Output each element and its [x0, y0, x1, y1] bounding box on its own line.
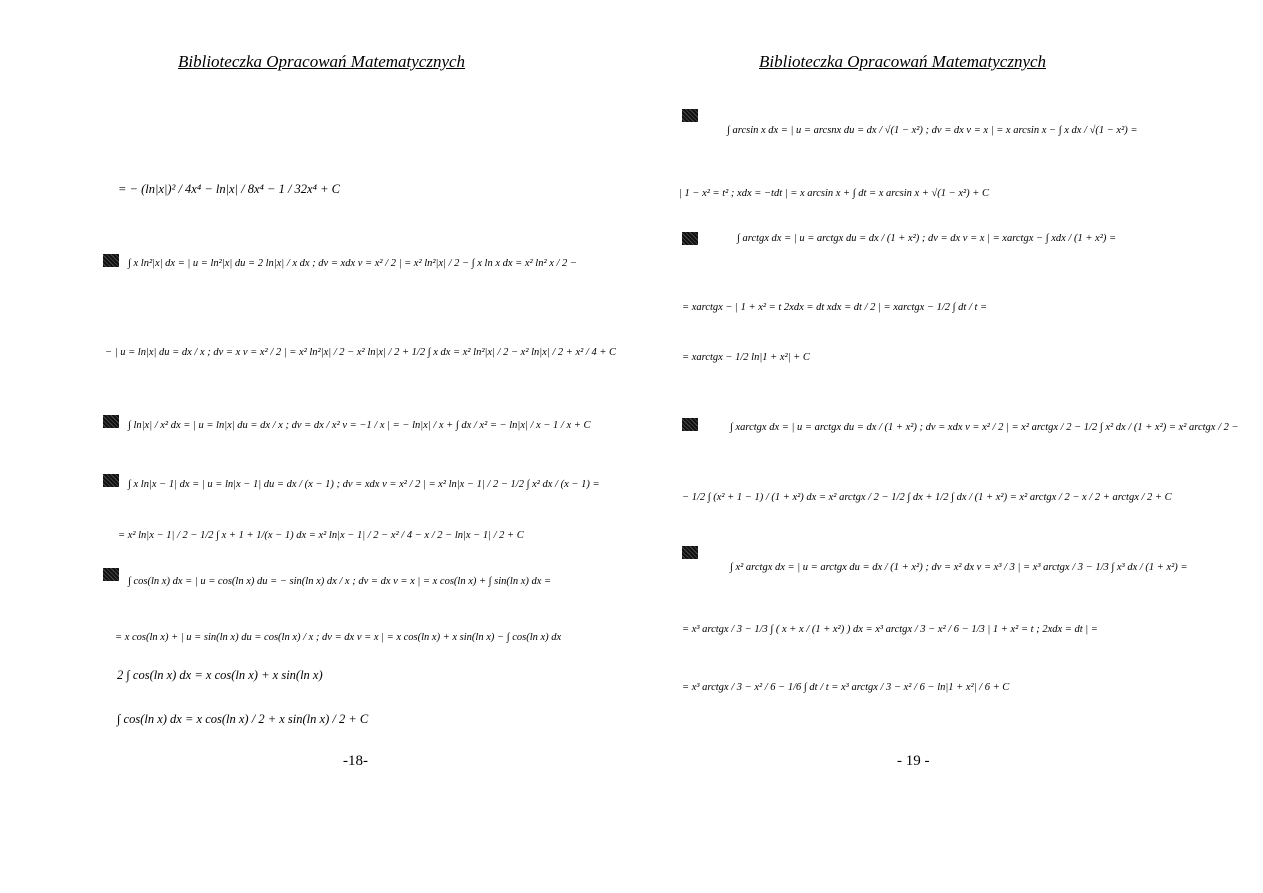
- formula-line: ∫ xarctgx dx = | u = arctgx du = dx / (1 + x²) ; dv = xdx v = x² / 2 | = x² arctgx / 2 − 1/2 ∫ x² dx / (1 + x²) = x² arctgx / 2 −: [730, 422, 1239, 433]
- formula-line: ∫ ln|x| / x² dx = | u = ln|x| du = dx / x ; dv = dx / x² v = −1 / x | = − ln|x| / x + ∫ dx / x² = − ln|x| / x − 1 / x + C: [128, 420, 591, 431]
- formula-line: ∫ arctgx dx = | u = arctgx du = dx / (1 + x²) ; dv = dx v = x | = xarctgx − ∫ xdx / (1 + x²) =: [737, 233, 1117, 244]
- formula-line: = x cos(ln x) + | u = sin(ln x) du = cos(ln x) / x ; dv = dx v = x | = x cos(ln x) + x sin(ln x) − ∫ cos(ln x) dx: [115, 632, 562, 643]
- exercise-marker: [682, 418, 698, 431]
- formula-line: | 1 − x² = t² ; xdx = −tdt | = x arcsin x + ∫ dt = x arcsin x + √(1 − x²) + C: [679, 188, 990, 199]
- exercise-marker: [103, 415, 119, 428]
- exercise-marker: [682, 109, 698, 122]
- exercise-marker: [103, 254, 119, 267]
- formula-line: = xarctgx − 1/2 ln|1 + x²| + C: [682, 352, 810, 363]
- formula-line: ∫ arcsin x dx = | u = arcsnx du = dx / √(1 − x²) ; dv = dx v = x | = x arcsin x − ∫ x dx / √(1 − x²) =: [727, 125, 1138, 136]
- exercise-marker: [682, 546, 698, 559]
- page-number: -18-: [343, 753, 368, 769]
- page-header: Biblioteczka Opracowań Matematycznych: [178, 52, 466, 71]
- exercise-marker: [682, 232, 698, 245]
- exercise-marker: [103, 474, 119, 487]
- page-left: [0, 0, 631, 893]
- formula-line: ∫ x² arctgx dx = | u = arctgx du = dx / (1 + x²) ; dv = x² dx v = x³ / 3 | = x³ arctgx / 3 − 1/3 ∫ x³ dx / (1 + x²) =: [730, 562, 1188, 573]
- page-header: Biblioteczka Opracowań Matematycznych: [759, 52, 1047, 71]
- formula-line: ∫ cos(ln x) dx = | u = cos(ln x) du = − sin(ln x) dx / x ; dv = dx v = x | = x cos(ln x) + ∫ sin(ln x) dx =: [128, 576, 552, 587]
- formula-line: ∫ x ln²|x| dx = | u = ln²|x| du = 2 ln|x| / x dx ; dv = xdx v = x² / 2 | = x² ln²|x| / 2 − ∫ x ln x dx = x² ln² x / 2 −: [128, 258, 578, 269]
- formula-line: = x³ arctgx / 3 − 1/3 ∫ ( x + x / (1 + x²) ) dx = x³ arctgx / 3 − x² / 6 − 1/3 | 1 + x² = t ; 2xdx = dt | =: [682, 624, 1098, 635]
- formula-line: 2 ∫ cos(ln x) dx = x cos(ln x) + x sin(ln x): [117, 668, 323, 682]
- formula-line: − | u = ln|x| du = dx / x ; dv = x v = x² / 2 | = x² ln²|x| / 2 − x² ln|x| / 2 + 1/2 ∫ x dx = x² ln²|x| / 2 − x² ln|x| / 2 + x² / 4 + C: [105, 347, 617, 358]
- formula-line: = x² ln|x − 1| / 2 − 1/2 ∫ x + 1 + 1/(x − 1) dx = x² ln|x − 1| / 2 − x² / 4 − x / 2 − ln|x − 1| / 2 + C: [118, 530, 524, 541]
- formula-line: = − (ln|x|)² / 4x⁴ − ln|x| / 8x⁴ − 1 / 32x⁴ + C: [118, 182, 340, 196]
- exercise-marker: [103, 568, 119, 581]
- formula-line: ∫ x ln|x − 1| dx = | u = ln|x − 1| du = dx / (x − 1) ; dv = xdx v = x² / 2 | = x² ln|x − 1| / 2 − 1/2 ∫ x² dx / (x − 1) =: [128, 479, 600, 490]
- page-right: [632, 0, 1263, 893]
- page-number: - 19 -: [897, 753, 930, 769]
- formula-line: − 1/2 ∫ (x² + 1 − 1) / (1 + x²) dx = x² arctgx / 2 − 1/2 ∫ dx + 1/2 ∫ dx / (1 + x²) = x² arctgx / 2 − x / 2 + arctgx / 2 + C: [682, 492, 1172, 503]
- formula-line: = x³ arctgx / 3 − x² / 6 − 1/6 ∫ dt / t = x³ arctgx / 3 − x² / 6 − ln|1 + x²| / 6 + C: [682, 682, 1010, 693]
- formula-line: ∫ cos(ln x) dx = x cos(ln x) / 2 + x sin(ln x) / 2 + C: [117, 712, 369, 726]
- formula-line: = xarctgx − | 1 + x² = t 2xdx = dt xdx = dt / 2 | = xarctgx − 1/2 ∫ dt / t =: [682, 302, 988, 313]
